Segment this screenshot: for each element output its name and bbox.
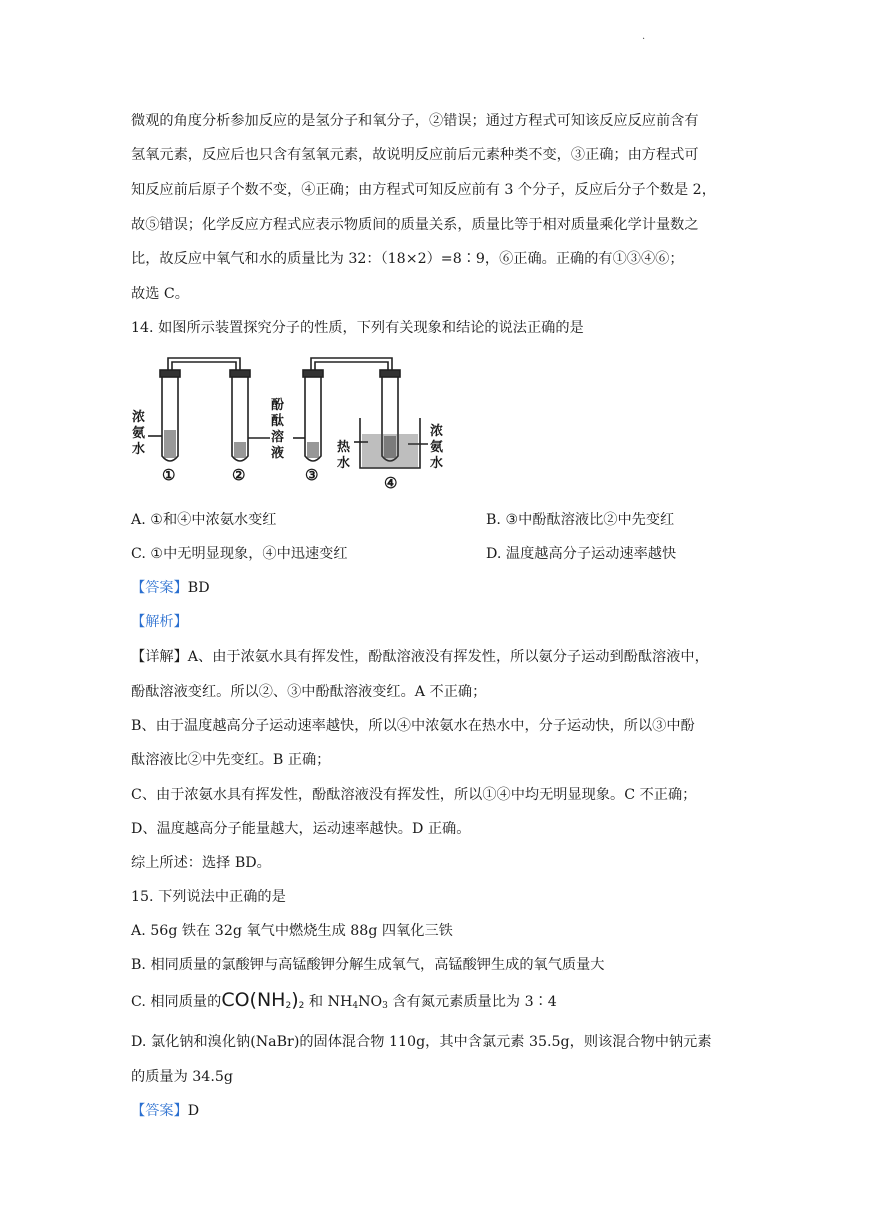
question-15-stem: 15. 下列说法中正确的是 [131,889,286,905]
option-b: B. 相同质量的氯酸钾与高锰酸钾分解生成氧气，高锰酸钾生成的氧气质量大 [131,957,605,973]
text-line: 氢氧元素，反应后也只含有氢氧元素，故说明反应前后元素种类不变，③正确；由方程式可 [131,147,699,163]
text-line: 微观的角度分析参加反应的是氢分子和氧分子，②错误；通过方程式可知该反应反应前含有 [131,113,699,129]
detail-line: 综上所述：选择 BD。 [131,855,271,871]
detail-text: A、由于浓氨水具有挥发性，酚酞溶液没有挥发性，所以氨分子运动到酚酞溶液中， [187,649,709,665]
apparatus-figure [128,352,458,498]
tube-number-4: ④ [384,474,398,492]
detail-line: 酞溶液比②中先变红。B 正确； [131,752,331,768]
header-dot: · [642,34,646,45]
option-c [131,990,557,1016]
formula-ammonium-nitrate: $NH_4NO_3$ [327,994,388,1011]
detail-line: D、温度越高分子能量越大，运动速率越快。D 正确。 [131,821,471,837]
option-d-continued: 的质量为 34.5g [131,1069,233,1085]
answer-line [131,578,210,598]
option-a: A. 56g 铁在 32g 氧气中燃烧生成 88g 四氧化三铁 [131,923,453,939]
text-line: 故⑤错误；化学反应方程式应表示物质间的质量关系，质量比等于相对质量乘化学计量数之 [131,217,699,233]
option-b: B. ③中酚酞溶液比②中先变红 [486,512,675,528]
question-14-stem: 14. 如图所示装置探究分子的性质，下列有关现象和结论的说法正确的是 [131,320,584,336]
detail-tag: 【详解】 [131,649,188,665]
detail-line: B、由于温度越高分子运动速率越快，所以④中浓氨水在热水中，分子运动快，所以③中酚 [131,718,695,734]
detail-line: C、由于浓氨水具有挥发性，酚酞溶液没有挥发性，所以①④中均无明显现象。C 不正确； [131,787,697,803]
text-line: 比，故反应中氧气和水的质量比为 32：（18×2）=8∶9，⑥正确。正确的有①③④⑥； [131,251,684,267]
label-phenolphthalein: 酚酞溶液 [271,398,285,461]
text-line: 故选 C。 [131,286,189,302]
detail-line: 酚酞溶液变红。所以②、③中酚酞溶液变红。A 不正确； [131,684,487,700]
tube-number-1: ① [162,466,176,484]
label-ammonia-right: 浓氨水 [430,424,444,471]
answer-tag: 【答案】 [131,580,188,596]
option-c: C. ①中无明显现象，④中迅速变红 [131,546,348,562]
label-hot-water: 热水 [337,440,351,471]
option-c-text: C. 相同质量的 [131,994,222,1010]
answer-value: BD [187,580,210,596]
answer-tag: 【答案】 [131,1103,188,1119]
option-a: A. ①和④中浓氨水变红 [131,512,277,528]
analysis-tag: 【解析】 [131,614,188,630]
detail-line [131,647,709,667]
option-c-and: 和 [304,994,328,1010]
option-d: D. 温度越高分子运动速率越快 [486,546,677,562]
answer-value: D [187,1103,200,1119]
tube-number-2: ② [232,466,246,484]
tube-number-3: ③ [305,466,319,484]
formula-urea: $CO(NH_2)_2$ [221,989,305,1011]
option-c-text: 含有氮元素质量比为 3∶4 [387,994,557,1010]
answer-line [131,1101,199,1121]
text-line: 知反应前后原子个数不变，④正确；由方程式可知反应前有 3 个分子，反应后分子个数是 2， [131,182,716,198]
option-d: D. 氯化钠和溴化钠(NaBr)的固体混合物 110g，其中含氯元素 35.5g，则该混合物中钠元素 [131,1034,712,1050]
label-ammonia-left: 浓氨水 [132,410,146,457]
